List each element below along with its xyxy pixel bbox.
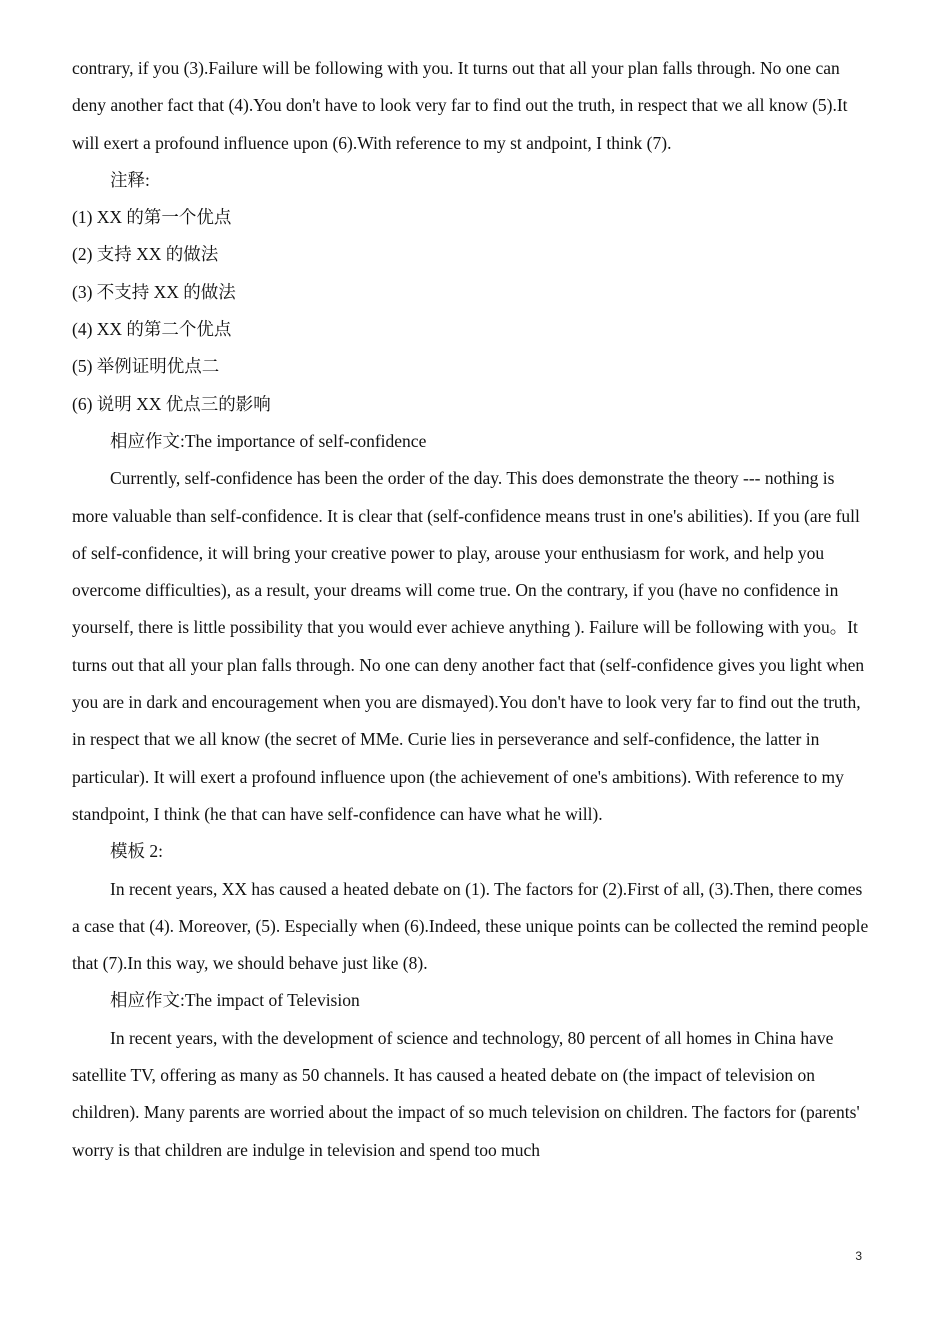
template-2-body: In recent years, XX has caused a heated debate on (1). The factors for (2).First of all, (3).Then, there comes a case that (4). Moreover, (5). Especially when (6).Indeed, these unique points can be collected the remind people that (7).In this way, we should behave just like (8).	[72, 878, 869, 974]
note-item-4: (4) XX 的第二个优点	[72, 319, 232, 340]
paragraph-continuation: contrary, if you (3).Failure will be following with you. It turns out that all your plan falls through. No one can deny another fact that (4).You don't have to look very far to find out the truth, in respect that we all know (5).It will exert a profound influence upon (6).With reference to my st andpoint, I think (7).	[72, 58, 848, 153]
note-item-3: (3) 不支持 XX 的做法	[72, 281, 236, 302]
note-item-2: (2) 支持 XX 的做法	[72, 244, 219, 265]
essay-body-television: In recent years, with the development of science and technology, 80 percent of all homes in China have satellite TV, offering as many as 50 channels. It has caused a heated debate on (the impact of television on children). Many parents are worried about the impact of so much television on children. The factors for (parents' worry is that children are indulge in television and spend too much	[72, 1027, 860, 1160]
essay-title-self-confidence: 相应作文:The importance of self-confidence	[110, 430, 427, 451]
note-item-1: (1) XX 的第一个优点	[72, 207, 232, 228]
note-item-6: (6) 说明 XX 优点三的影响	[72, 393, 271, 414]
template-2-heading: 模板 2:	[110, 841, 163, 862]
essay-title-television: 相应作文:The impact of Television	[110, 990, 360, 1011]
note-item-5: (5) 举例证明优点二	[72, 356, 220, 377]
essay-body-self-confidence: Currently, self-confidence has been the order of the day. This does demonstrate the theory --- nothing is more valuable than self-confidence. It is clear that (self-confidence means trust in one's abilities). If you (are full of self-confidence, it will bring your creative power to play, arouse your enthusiasm for work, and help you overcome difficulties), as a result, your dreams will come true. On the contrary, if you (have no confidence in yourself, there is little possibility that you would ever achieve anything ). Failure will be following with you。It turns out that all your plan falls through. No one can deny another fact that (self-confidence gives you light when you are in dark and encouragement when you are dismayed).You don't have to look very far to find out the truth, in respect that we all know (the secret of MMe. Curie lies in perseverance and self-confidence, the latter in particular). It will exert a profound influence upon (the achievement of one's ambitions). With reference to my standpoint, I think (he that can have self-confidence can have what he will).	[72, 468, 865, 824]
page-number: 3	[855, 1249, 862, 1263]
notes-heading: 注释:	[110, 169, 150, 190]
document-body	[72, 50, 872, 1169]
